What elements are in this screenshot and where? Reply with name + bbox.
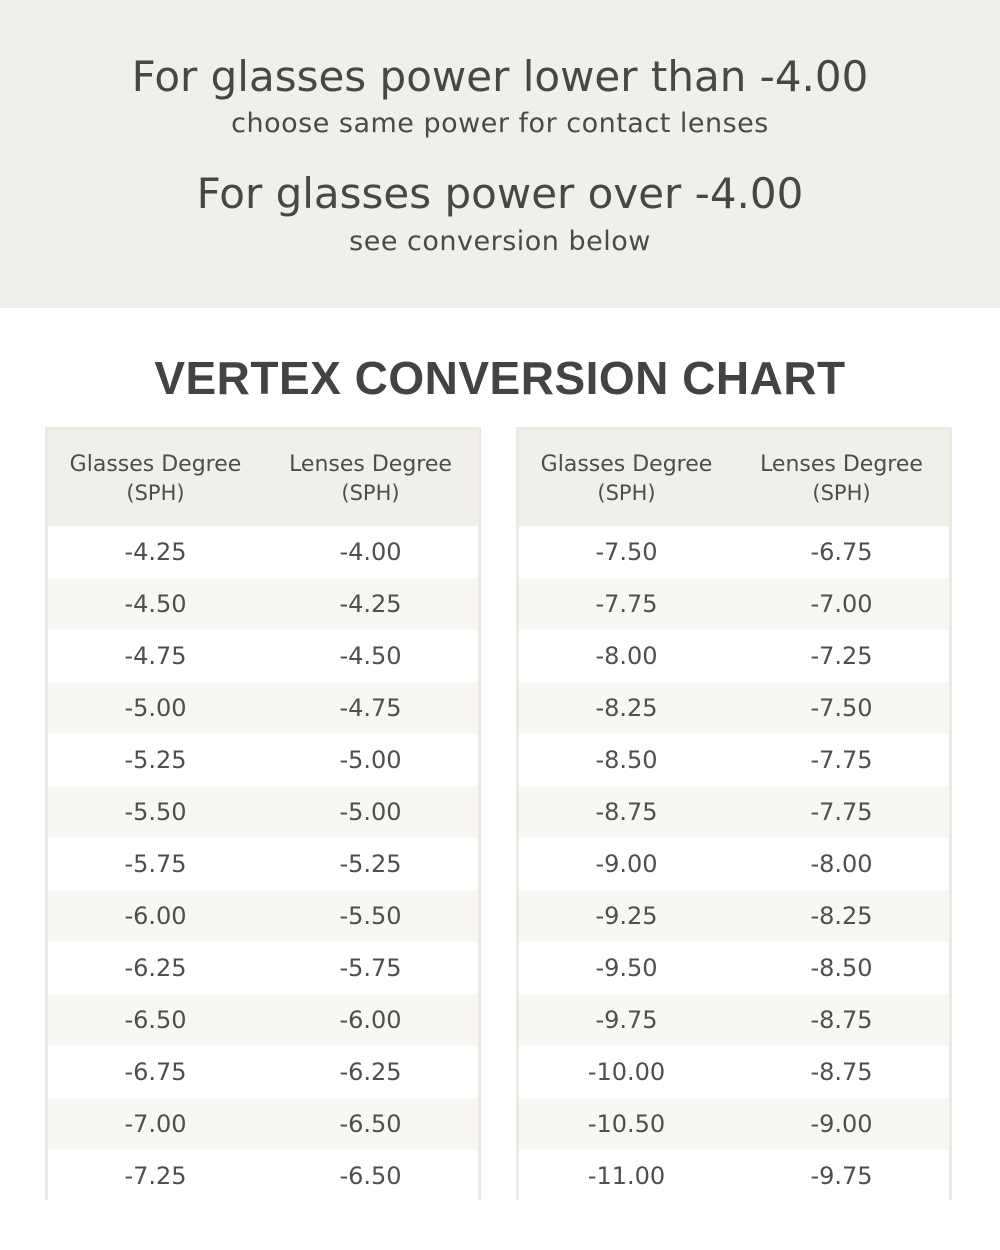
low-power-note: choose same power for contact lenses [231, 108, 769, 139]
glasses-degree-value: -8.75 [595, 798, 658, 826]
high-power-note: see conversion below [349, 226, 651, 257]
sph-unit-label: (SPH) [812, 481, 871, 505]
table-row [519, 786, 949, 838]
glasses-degree-label: Glasses Degree [69, 452, 242, 477]
table-row [519, 890, 949, 942]
lenses-degree-value: -5.00 [339, 746, 402, 774]
table-row [48, 1150, 478, 1202]
lenses-degree-value: -4.25 [339, 590, 402, 618]
lenses-degree-value: -6.50 [339, 1110, 402, 1138]
glasses-degree-value: -7.25 [124, 1162, 187, 1190]
lenses-degree-value: -6.75 [810, 538, 873, 566]
lenses-degree-header [734, 430, 949, 526]
low-power-headline: For glasses power lower than -4.00 [131, 52, 869, 101]
table-row [48, 630, 478, 682]
glasses-degree-header [519, 430, 734, 526]
lenses-degree-value: -4.50 [339, 642, 402, 670]
table-row [48, 526, 478, 578]
table-row [519, 838, 949, 890]
table-row [519, 1098, 949, 1150]
table-row [519, 994, 949, 1046]
table-row [519, 682, 949, 734]
lenses-degree-value: -7.75 [810, 798, 873, 826]
lenses-degree-value: -9.75 [810, 1162, 873, 1190]
lenses-degree-value: -6.25 [339, 1058, 402, 1086]
glasses-degree-value: -8.25 [595, 694, 658, 722]
glasses-degree-value: -10.00 [587, 1058, 666, 1086]
table-row [48, 786, 478, 838]
lenses-degree-value: -4.00 [339, 538, 402, 566]
table-row [519, 578, 949, 630]
sph-unit-label: (SPH) [341, 481, 400, 505]
lenses-degree-value: -4.75 [339, 694, 402, 722]
lenses-degree-value: -8.00 [810, 850, 873, 878]
lenses-degree-value: -8.75 [810, 1058, 873, 1086]
table-row [519, 1150, 949, 1202]
lenses-degree-value: -6.00 [339, 1006, 402, 1034]
glasses-degree-value: -6.50 [124, 1006, 187, 1034]
glasses-degree-value: -4.25 [124, 538, 187, 566]
conversion-table-right [516, 427, 952, 1200]
table-body [519, 526, 949, 1202]
glasses-degree-value: -9.75 [595, 1006, 658, 1034]
table-row [519, 630, 949, 682]
lenses-degree-value: -5.75 [339, 954, 402, 982]
lenses-degree-value: -7.25 [810, 642, 873, 670]
lenses-degree-label: Lenses Degree [760, 452, 923, 477]
glasses-degree-value: -6.00 [124, 902, 187, 930]
table-body [48, 526, 478, 1202]
glasses-degree-value: -6.75 [124, 1058, 187, 1086]
table-row [519, 526, 949, 578]
lenses-degree-value: -8.25 [810, 902, 873, 930]
glasses-degree-value: -9.25 [595, 902, 658, 930]
lenses-degree-value: -9.00 [810, 1110, 873, 1138]
glasses-degree-label: Glasses Degree [540, 452, 713, 477]
lenses-degree-value: -7.75 [810, 746, 873, 774]
table-row [48, 734, 478, 786]
glasses-degree-value: -7.00 [124, 1110, 187, 1138]
glasses-degree-value: -11.00 [587, 1162, 666, 1190]
table-row [519, 942, 949, 994]
glasses-degree-value: -4.50 [124, 590, 187, 618]
high-power-headline: For glasses power over -4.00 [196, 169, 804, 218]
table-row [48, 838, 478, 890]
table-row [48, 1098, 478, 1150]
glasses-degree-value: -5.75 [124, 850, 187, 878]
table-row [519, 734, 949, 786]
glasses-degree-value: -6.25 [124, 954, 187, 982]
table-row [48, 682, 478, 734]
lenses-degree-value: -5.50 [339, 902, 402, 930]
table-row [48, 1046, 478, 1098]
lenses-degree-label: Lenses Degree [289, 452, 452, 477]
table-row [48, 578, 478, 630]
glasses-degree-value: -4.75 [124, 642, 187, 670]
glasses-degree-value: -8.00 [595, 642, 658, 670]
chart-title: VERTEX CONVERSION CHART [154, 352, 846, 404]
table-row [48, 890, 478, 942]
lenses-degree-value: -8.50 [810, 954, 873, 982]
lenses-degree-value: -7.50 [810, 694, 873, 722]
glasses-degree-value: -7.75 [595, 590, 658, 618]
glasses-degree-value: -5.00 [124, 694, 187, 722]
glasses-degree-header [48, 430, 263, 526]
table-header [519, 430, 949, 526]
info-banner [0, 0, 1000, 308]
lenses-degree-value: -7.00 [810, 590, 873, 618]
lenses-degree-value: -5.00 [339, 798, 402, 826]
table-row [519, 1046, 949, 1098]
glasses-degree-value: -5.50 [124, 798, 187, 826]
table-row [48, 942, 478, 994]
sph-unit-label: (SPH) [597, 481, 656, 505]
lenses-degree-value: -5.25 [339, 850, 402, 878]
glasses-degree-value: -9.00 [595, 850, 658, 878]
lenses-degree-value: -6.50 [339, 1162, 402, 1190]
glasses-degree-value: -8.50 [595, 746, 658, 774]
glasses-degree-value: -5.25 [124, 746, 187, 774]
conversion-table-left [45, 427, 481, 1200]
lenses-degree-header [263, 430, 478, 526]
glasses-degree-value: -7.50 [595, 538, 658, 566]
lenses-degree-value: -8.75 [810, 1006, 873, 1034]
glasses-degree-value: -10.50 [587, 1110, 666, 1138]
glasses-degree-value: -9.50 [595, 954, 658, 982]
table-header [48, 430, 478, 526]
sph-unit-label: (SPH) [126, 481, 185, 505]
table-row [48, 994, 478, 1046]
